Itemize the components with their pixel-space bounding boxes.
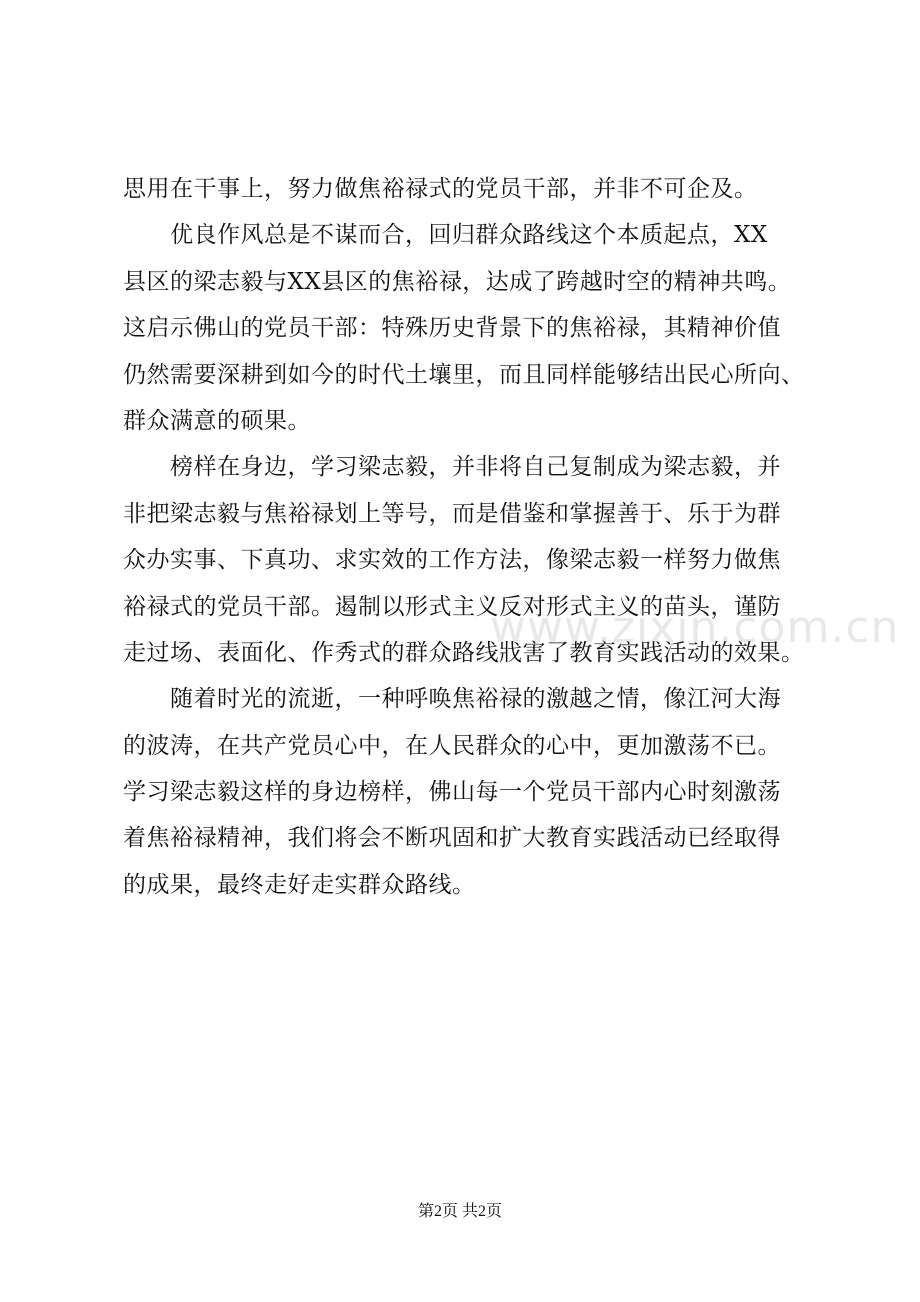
paragraph-start-line: 优良作风总是不谋而合，回归群众路线这个本质起点，XX [170,222,768,249]
text-line: 非把梁志毅与焦裕禄划上等号，而是借鉴和掌握善于、乐于为群 [123,500,781,527]
text-line: 众办实事、下真功、求实效的工作方法，像梁志毅一样努力做焦 [123,547,781,574]
text-line: 着焦裕禄精神，我们将会不断巩固和扩大教育实践活动已经取得 [123,825,781,852]
document-body [123,166,823,908]
text-line: 走过场、表面化、作秀式的群众路线戕害了教育实践活动的效果。 [123,639,805,666]
text-line: 学习梁志毅这样的身边榜样，佛山每一个党员干部内心时刻激荡 [123,779,781,806]
text-line: 县区的梁志毅与XX县区的焦裕禄，达成了跨越时空的精神共鸣。 [123,268,792,295]
text-line: 这启示佛山的党员干部：特殊历史背景下的焦裕禄，其精神价值 [123,315,781,342]
text-line: 的成果，最终走好走实群众路线。 [123,871,476,898]
watermark: www.zixin.com.cn [490,602,900,653]
text-line: 思用在干事上，努力做焦裕禄式的党员干部，并非不可企及。 [123,176,758,202]
text-line: 裕禄式的党员干部。遏制以形式主义反对形式主义的苗头，谨防 [123,593,781,620]
page-footer: 第2页 共2页 [417,1203,502,1220]
paragraph-start-line: 榜样在身边，学习梁志毅，并非将自己复制成为梁志毅，并 [170,454,781,481]
text-line: 的波涛，在共产党员心中，在人民群众的心中，更加激荡不已。 [123,732,781,759]
text-line: 群众满意的硕果。 [123,407,311,434]
text-line: 仍然需要深耕到如今的时代土壤里，而且同样能够结出民心所向、 [123,361,805,388]
paragraph-start-line: 随着时光的流逝，一种呼唤焦裕禄的激越之情，像江河大海 [170,686,781,713]
